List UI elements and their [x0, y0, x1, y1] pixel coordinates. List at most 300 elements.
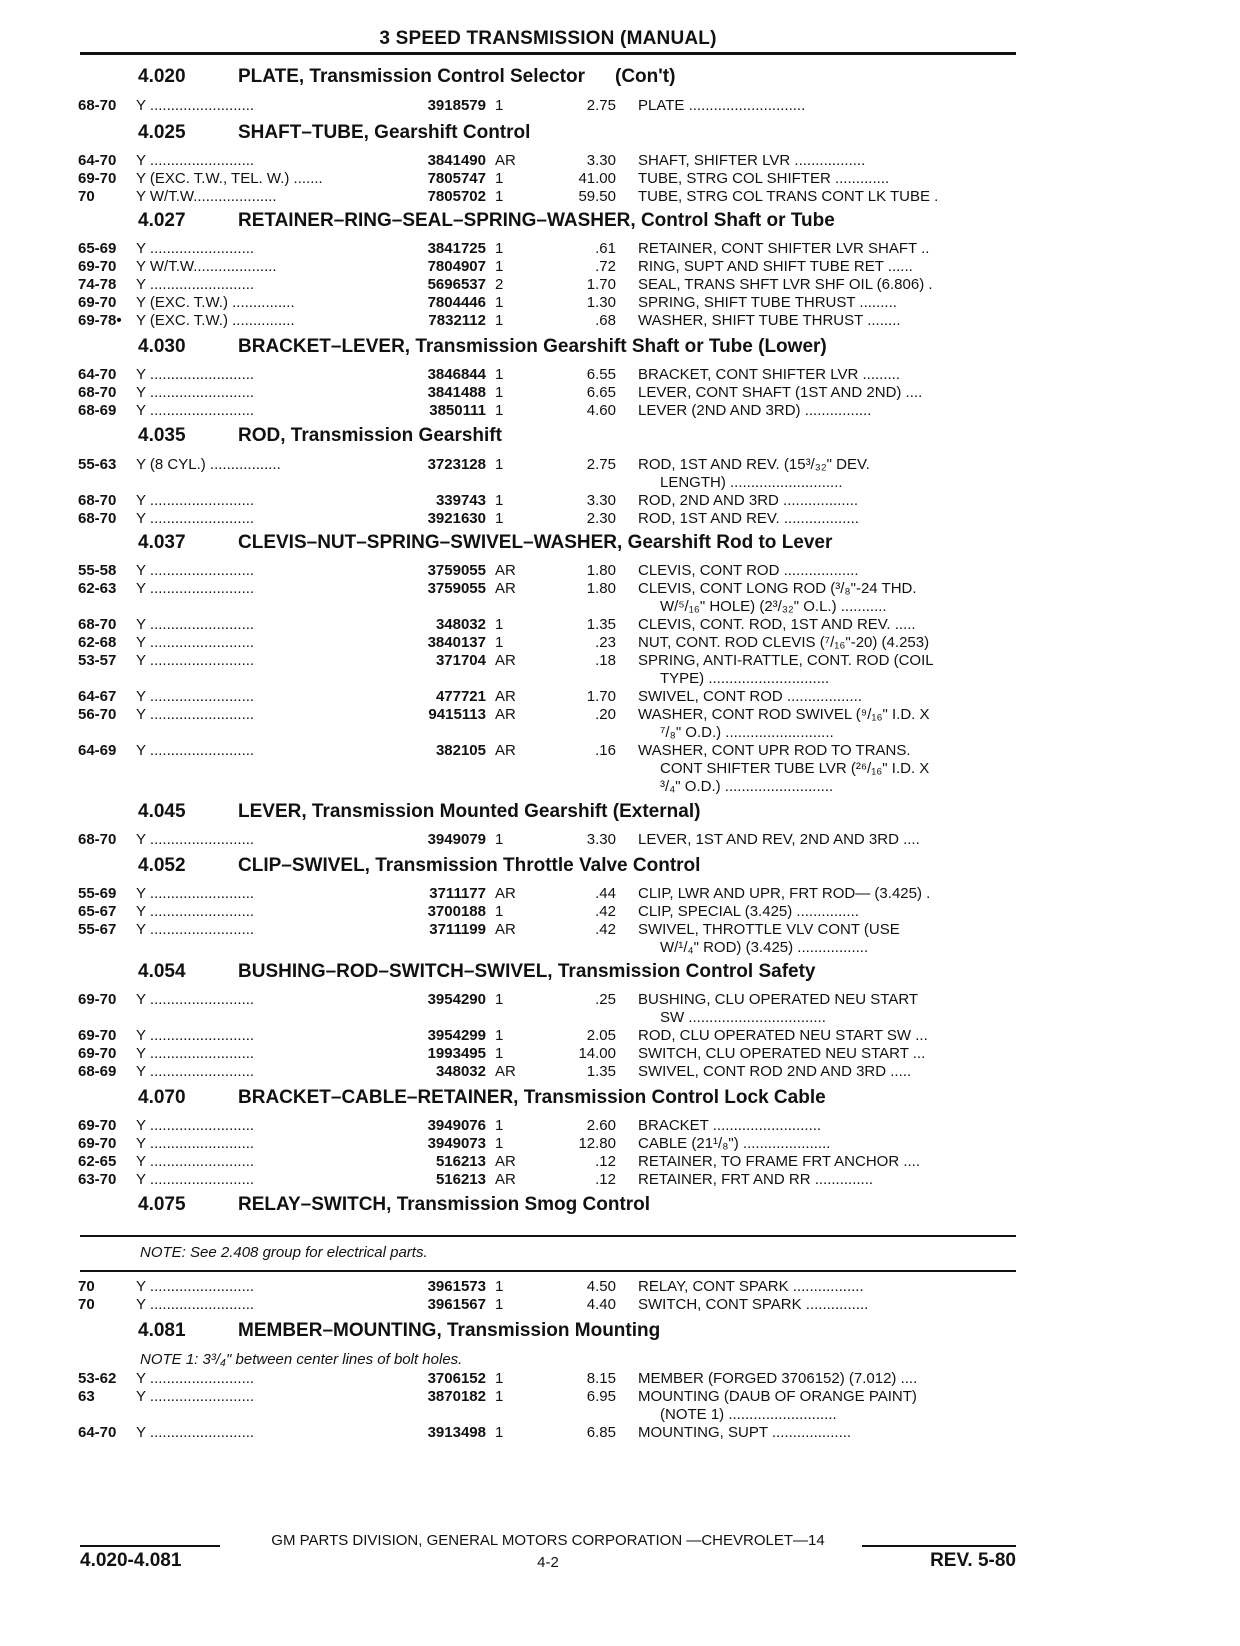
part-row [78, 276, 1018, 294]
model-years: 68-70 [78, 97, 117, 114]
description-continuation: (NOTE 1) .......................... [660, 1406, 837, 1423]
part-number: 3711199 [429, 921, 486, 938]
section-heading [138, 425, 502, 447]
page-title: 3 SPEED TRANSMISSION (MANUAL) [379, 28, 717, 49]
part-number: 3706152 [427, 1370, 486, 1387]
part-description: SPRING, ANTI-RATTLE, CONT. ROD (COIL [638, 652, 934, 669]
application: Y ......................... [136, 1424, 255, 1441]
part-row [78, 152, 1018, 170]
application: Y ......................... [136, 492, 255, 509]
part-number: 3954290 [427, 991, 486, 1008]
section-heading [138, 855, 700, 877]
application: Y ......................... [136, 1153, 255, 1170]
section-number: 4.035 [138, 425, 186, 446]
model-years: 70 [78, 188, 95, 205]
quantity: 1 [495, 1278, 504, 1295]
part-row [78, 1278, 1018, 1296]
model-years: 69-70 [78, 991, 117, 1008]
part-description: LEVER, CONT SHAFT (1ST AND 2ND) .... [638, 384, 923, 401]
part-description: CLEVIS, CONT. ROD, 1ST AND REV. ..... [638, 616, 916, 633]
section-number: 4.030 [138, 336, 186, 357]
description-continuation: W/⁵/₁₆" HOLE) (2³/₃₂" O.L.) ........... [660, 598, 887, 615]
quantity: AR [495, 580, 516, 597]
quantity: 2 [495, 276, 504, 293]
section-continued: (Con't) [615, 66, 676, 87]
part-description: SPRING, SHIFT TUBE THRUST ......... [638, 294, 897, 311]
application: Y ......................... [136, 1296, 255, 1313]
section-note: NOTE: See 2.408 group for electrical parts. [140, 1244, 428, 1261]
application: Y (8 CYL.) ................. [136, 456, 281, 473]
quantity: 1 [495, 510, 504, 527]
section-title: RELAY–SWITCH, Transmission Smog Control [238, 1194, 651, 1215]
list-price: 41.00 [578, 170, 616, 187]
model-years: 69-70 [78, 1135, 117, 1152]
model-years: 62-65 [78, 1153, 117, 1170]
part-row [78, 1045, 1018, 1063]
title-rule [80, 52, 1016, 55]
model-years: 56-70 [78, 706, 117, 723]
model-years: 65-69 [78, 240, 117, 257]
section-number: 4.052 [138, 855, 186, 876]
part-row [78, 188, 1018, 206]
part-description: ROD, 2ND AND 3RD .................. [638, 492, 859, 509]
quantity: 1 [495, 1388, 504, 1405]
list-price: .18 [595, 652, 616, 669]
quantity: 1 [495, 366, 504, 383]
quantity: 1 [495, 240, 504, 257]
part-number: 3913498 [427, 1424, 486, 1441]
application: Y (EXC. T.W., TEL. W.) ....... [136, 170, 323, 187]
list-price: .68 [595, 312, 616, 329]
part-row [78, 1388, 1018, 1406]
part-row [78, 1296, 1018, 1314]
list-price: 1.35 [586, 616, 616, 633]
section-title: MEMBER–MOUNTING, Transmission Mounting [238, 1320, 661, 1341]
application: Y ......................... [136, 885, 255, 902]
application: Y W/T.W.................... [136, 258, 277, 275]
section-number: 4.037 [138, 532, 186, 553]
part-row [78, 1063, 1018, 1081]
model-years: 62-63 [78, 580, 117, 597]
application: Y ......................... [136, 921, 255, 938]
model-years: 69-70 [78, 170, 117, 187]
description-continuation: LENGTH) ........................... [660, 474, 843, 491]
list-price: 6.95 [586, 1388, 616, 1405]
part-number: 3711177 [429, 885, 486, 902]
list-price: 3.30 [586, 152, 616, 169]
quantity: 1 [495, 1045, 504, 1062]
application: Y ......................... [136, 991, 255, 1008]
part-number: 3841490 [427, 152, 486, 169]
part-description: RELAY, CONT SPARK ................. [638, 1278, 864, 1295]
quantity: AR [495, 885, 516, 902]
model-years: 65-67 [78, 903, 117, 920]
part-number: 7832112 [428, 312, 486, 329]
section-title: SHAFT–TUBE, Gearshift Control [238, 122, 531, 143]
model-years: 69-70 [78, 1027, 117, 1044]
part-row [78, 706, 1018, 724]
part-description: NUT, CONT. ROD CLEVIS (⁷/₁₆"-20) (4.253) [638, 634, 930, 651]
part-number: 3759055 [427, 580, 486, 597]
part-row [78, 492, 1018, 510]
model-years: 68-70 [78, 384, 117, 401]
section-heading [138, 801, 700, 823]
list-price: 4.60 [586, 402, 616, 419]
list-price: .44 [595, 885, 616, 902]
list-price: 1.80 [586, 562, 616, 579]
model-years: 68-70 [78, 492, 117, 509]
section-heading [138, 1320, 660, 1342]
list-price: .12 [595, 1171, 616, 1188]
model-years: 68-69 [78, 1063, 117, 1080]
part-number: 7804907 [427, 258, 486, 275]
part-number: 5696537 [427, 276, 486, 293]
part-description: WASHER, SHIFT TUBE THRUST ........ [638, 312, 901, 329]
section-heading [138, 1194, 650, 1216]
part-number: 3846844 [427, 366, 486, 383]
part-row [78, 885, 1018, 903]
part-number: 3850111 [429, 402, 486, 419]
model-years: 64-69 [78, 742, 117, 759]
part-number: 348032 [435, 1063, 486, 1080]
section-title: BUSHING–ROD–SWITCH–SWIVEL, Transmission Control Safety [238, 961, 816, 982]
part-row [78, 258, 1018, 276]
part-description: PLATE ............................ [638, 97, 806, 114]
part-row [78, 580, 1018, 598]
section-title: PLATE, Transmission Control Selector [238, 66, 585, 87]
part-row [78, 312, 1018, 330]
part-number: 348032 [435, 616, 486, 633]
description-continuation: ³/₄" O.D.) .......................... [660, 778, 834, 795]
section-number: 4.054 [138, 961, 186, 982]
list-price: 8.15 [586, 1370, 616, 1387]
part-description: RETAINER, CONT SHIFTER LVR SHAFT .. [638, 240, 930, 257]
list-price: 4.50 [586, 1278, 616, 1295]
list-price: 2.75 [586, 97, 616, 114]
model-years: 69-78• [78, 312, 122, 329]
application: Y (EXC. T.W.) ............... [136, 294, 295, 311]
application: Y ......................... [136, 1117, 255, 1134]
part-row [78, 1424, 1018, 1442]
application: Y W/T.W.................... [136, 188, 277, 205]
part-description: LEVER, 1ST AND REV, 2ND AND 3RD .... [638, 831, 920, 848]
list-price: 3.30 [586, 492, 616, 509]
part-row [78, 366, 1018, 384]
model-years: 55-69 [78, 885, 117, 902]
list-price: .42 [595, 903, 616, 920]
application: Y ......................... [136, 1027, 255, 1044]
part-row [78, 1135, 1018, 1153]
part-row [78, 1027, 1018, 1045]
part-number: 516213 [435, 1153, 486, 1170]
model-years: 70 [78, 1296, 95, 1313]
application: Y ......................... [136, 1171, 255, 1188]
part-row [78, 97, 1018, 115]
quantity: AR [495, 152, 516, 169]
section-title: CLIP–SWIVEL, Transmission Throttle Valve Control [238, 855, 701, 876]
part-number: 3961567 [427, 1296, 486, 1313]
part-row [78, 991, 1018, 1009]
model-years: 68-70 [78, 831, 117, 848]
quantity: 1 [495, 634, 504, 651]
part-row [78, 510, 1018, 528]
application: Y ......................... [136, 152, 255, 169]
application: Y ......................... [136, 742, 255, 759]
list-price: 4.40 [586, 1296, 616, 1313]
quantity: 1 [495, 831, 504, 848]
quantity: 1 [495, 616, 504, 633]
part-row [78, 384, 1018, 402]
quantity: 1 [495, 97, 504, 114]
model-years: 69-70 [78, 294, 117, 311]
model-years: 63 [78, 1388, 95, 1405]
list-price: .42 [595, 921, 616, 938]
quantity: 1 [495, 1027, 504, 1044]
application: Y ......................... [136, 831, 255, 848]
quantity: 1 [495, 294, 504, 311]
description-continuation: ⁷/₈" O.D.) .......................... [660, 724, 834, 741]
application: Y ......................... [136, 1135, 255, 1152]
part-description: TUBE, STRG COL SHIFTER ............. [638, 170, 890, 187]
list-price: 2.75 [586, 456, 616, 473]
list-price: 3.30 [586, 831, 616, 848]
part-number: 3841725 [427, 240, 486, 257]
quantity: AR [495, 1153, 516, 1170]
section-title: LEVER, Transmission Mounted Gearshift (External) [238, 801, 701, 822]
part-row [78, 688, 1018, 706]
quantity: 1 [495, 903, 504, 920]
part-row [78, 1117, 1018, 1135]
part-row [78, 831, 1018, 849]
part-row [78, 903, 1018, 921]
part-description: MOUNTING (DAUB OF ORANGE PAINT) [638, 1388, 917, 1405]
quantity: 1 [495, 258, 504, 275]
model-years: 64-70 [78, 366, 117, 383]
part-number: 3954299 [427, 1027, 486, 1044]
section-number: 4.045 [138, 801, 186, 822]
quantity: 1 [495, 492, 504, 509]
part-description: BUSHING, CLU OPERATED NEU START [638, 991, 919, 1008]
quantity: AR [495, 652, 516, 669]
section-title: ROD, Transmission Gearshift [238, 425, 502, 446]
part-number: 3841488 [427, 384, 486, 401]
part-number: 3921630 [427, 510, 486, 527]
part-description: CLEVIS, CONT LONG ROD (³/₈"-24 THD. [638, 580, 917, 597]
list-price: .16 [595, 742, 616, 759]
list-price: 2.30 [586, 510, 616, 527]
description-continuation: SW ................................. [660, 1009, 826, 1026]
section-heading [138, 961, 815, 983]
section-title: RETAINER–RING–SEAL–SPRING–WASHER, Control Shaft or Tube [238, 210, 835, 231]
section-heading [138, 1087, 826, 1109]
model-years: 55-67 [78, 921, 117, 938]
part-description: CLIP, SPECIAL (3.425) ............... [638, 903, 859, 920]
application: Y ......................... [136, 97, 255, 114]
part-number: 7805702 [427, 188, 486, 205]
quantity: 1 [495, 188, 504, 205]
part-number: 3840137 [427, 634, 486, 651]
model-years: 53-57 [78, 652, 117, 669]
part-number: 3949073 [427, 1135, 486, 1152]
part-row [78, 456, 1018, 474]
quantity: 1 [495, 402, 504, 419]
list-price: 1.30 [586, 294, 616, 311]
application: Y ......................... [136, 706, 255, 723]
part-description: RETAINER, TO FRAME FRT ANCHOR .... [638, 1153, 920, 1170]
part-description: RING, SUPT AND SHIFT TUBE RET ...... [638, 258, 913, 275]
quantity: AR [495, 562, 516, 579]
list-price: .12 [595, 1153, 616, 1170]
note-rule-bottom [80, 1270, 1016, 1272]
model-years: 74-78 [78, 276, 117, 293]
part-description: CLEVIS, CONT ROD .................. [638, 562, 859, 579]
application: Y ......................... [136, 688, 255, 705]
list-price: 2.05 [586, 1027, 616, 1044]
part-number: 7805747 [427, 170, 486, 187]
list-price: 6.65 [586, 384, 616, 401]
quantity: AR [495, 1171, 516, 1188]
section-title: BRACKET–CABLE–RETAINER, Transmission Control Lock Cable [238, 1087, 826, 1108]
model-years: 62-68 [78, 634, 117, 651]
part-number: 371704 [435, 652, 486, 669]
section-number: 4.027 [138, 210, 186, 231]
model-years: 64-70 [78, 1424, 117, 1441]
quantity: AR [495, 1063, 516, 1080]
application: Y ......................... [136, 366, 255, 383]
part-number: 339743 [435, 492, 486, 509]
part-number: 3949076 [427, 1117, 486, 1134]
description-continuation: TYPE) ............................. [660, 670, 830, 687]
section-number: 4.025 [138, 122, 186, 143]
application: Y ......................... [136, 1388, 255, 1405]
part-number: 382105 [435, 742, 486, 759]
section-number: 4.081 [138, 1320, 186, 1341]
application: Y ......................... [136, 634, 255, 651]
section-number: 4.075 [138, 1194, 186, 1215]
part-row [78, 634, 1018, 652]
list-price: 1.70 [586, 276, 616, 293]
part-row [78, 742, 1018, 760]
part-row [78, 402, 1018, 420]
application: Y ......................... [136, 652, 255, 669]
list-price: 14.00 [578, 1045, 616, 1062]
description-continuation: CONT SHIFTER TUBE LVR (²⁶/₁₆" I.D. X [660, 760, 930, 777]
part-description: SEAL, TRANS SHFT LVR SHF OIL (6.806) . [638, 276, 933, 293]
model-years: 63-70 [78, 1171, 117, 1188]
section-heading [138, 122, 530, 144]
application: Y ......................... [136, 276, 255, 293]
model-years: 69-70 [78, 1045, 117, 1062]
quantity: 1 [495, 456, 504, 473]
section-title: BRACKET–LEVER, Transmission Gearshift Shaft or Tube (Lower) [238, 336, 827, 357]
part-row [78, 1370, 1018, 1388]
model-years: 53-62 [78, 1370, 117, 1387]
part-description: CLIP, LWR AND UPR, FRT ROD— (3.425) . [638, 885, 931, 902]
list-price: .25 [595, 991, 616, 1008]
section-heading [138, 532, 832, 554]
application: Y ......................... [136, 384, 255, 401]
part-description: TUBE, STRG COL TRANS CONT LK TUBE . [638, 188, 939, 205]
quantity: 1 [495, 1117, 504, 1134]
part-description: MOUNTING, SUPT ................... [638, 1424, 852, 1441]
part-number: 516213 [435, 1171, 486, 1188]
section-title: CLEVIS–NUT–SPRING–SWIVEL–WASHER, Gearshift Rod to Lever [238, 532, 833, 553]
part-description: ROD, 1ST AND REV. (15³/₃₂" DEV. [638, 456, 870, 473]
part-description: MEMBER (FORGED 3706152) (7.012) .... [638, 1370, 918, 1387]
part-description: BRACKET, CONT SHIFTER LVR ......... [638, 366, 900, 383]
quantity: 1 [495, 1296, 504, 1313]
footer-revision: REV. 5-80 [930, 1550, 1016, 1571]
part-number: 3700188 [427, 903, 486, 920]
application: Y ......................... [136, 1278, 255, 1295]
list-price: .61 [595, 240, 616, 257]
model-years: 68-70 [78, 616, 117, 633]
quantity: 1 [495, 170, 504, 187]
model-years: 55-63 [78, 456, 117, 473]
quantity: AR [495, 688, 516, 705]
part-row [78, 921, 1018, 939]
part-number: 3949079 [427, 831, 486, 848]
description-continuation: W/¹/₄" ROD) (3.425) ................. [660, 939, 869, 956]
part-row [78, 240, 1018, 258]
model-years: 68-69 [78, 402, 117, 419]
quantity: 1 [495, 1424, 504, 1441]
model-years: 64-67 [78, 688, 117, 705]
part-description: LEVER (2ND AND 3RD) ................ [638, 402, 872, 419]
part-row [78, 616, 1018, 634]
model-years: 69-70 [78, 258, 117, 275]
part-row [78, 170, 1018, 188]
application: Y ......................... [136, 240, 255, 257]
application: Y ......................... [136, 1370, 255, 1387]
list-price: 6.85 [586, 1424, 616, 1441]
part-description: BRACKET .......................... [638, 1117, 822, 1134]
part-number: 3723128 [427, 456, 486, 473]
quantity: 1 [495, 312, 504, 329]
list-price: .20 [595, 706, 616, 723]
part-number: 3961573 [427, 1278, 486, 1295]
part-row [78, 652, 1018, 670]
part-description: RETAINER, FRT AND RR .............. [638, 1171, 874, 1188]
part-number: 477721 [435, 688, 486, 705]
application: Y (EXC. T.W.) ............... [136, 312, 295, 329]
part-number: 3870182 [427, 1388, 486, 1405]
part-description: SWIVEL, THROTTLE VLV CONT (USE [638, 921, 900, 938]
list-price: 2.60 [586, 1117, 616, 1134]
list-price: .23 [595, 634, 616, 651]
quantity: 1 [495, 384, 504, 401]
note-rule-top [80, 1235, 1016, 1237]
list-price: 1.70 [586, 688, 616, 705]
part-description: WASHER, CONT ROD SWIVEL (⁹/₁₆" I.D. X [638, 706, 930, 723]
footer-page-number: 4-2 [537, 1554, 559, 1571]
application: Y ......................... [136, 616, 255, 633]
part-number: 3759055 [427, 562, 486, 579]
model-years: 64-70 [78, 152, 117, 169]
part-description: SWITCH, CLU OPERATED NEU START ... [638, 1045, 926, 1062]
list-price: 1.80 [586, 580, 616, 597]
part-number: 1993495 [427, 1045, 486, 1062]
section-heading [138, 336, 827, 358]
application: Y ......................... [136, 510, 255, 527]
part-number: 3918579 [427, 97, 486, 114]
model-years: 55-58 [78, 562, 117, 579]
application: Y ......................... [136, 1063, 255, 1080]
section-number: 4.020 [138, 66, 186, 87]
part-row [78, 1171, 1018, 1189]
list-price: 1.35 [586, 1063, 616, 1080]
list-price: 6.55 [586, 366, 616, 383]
